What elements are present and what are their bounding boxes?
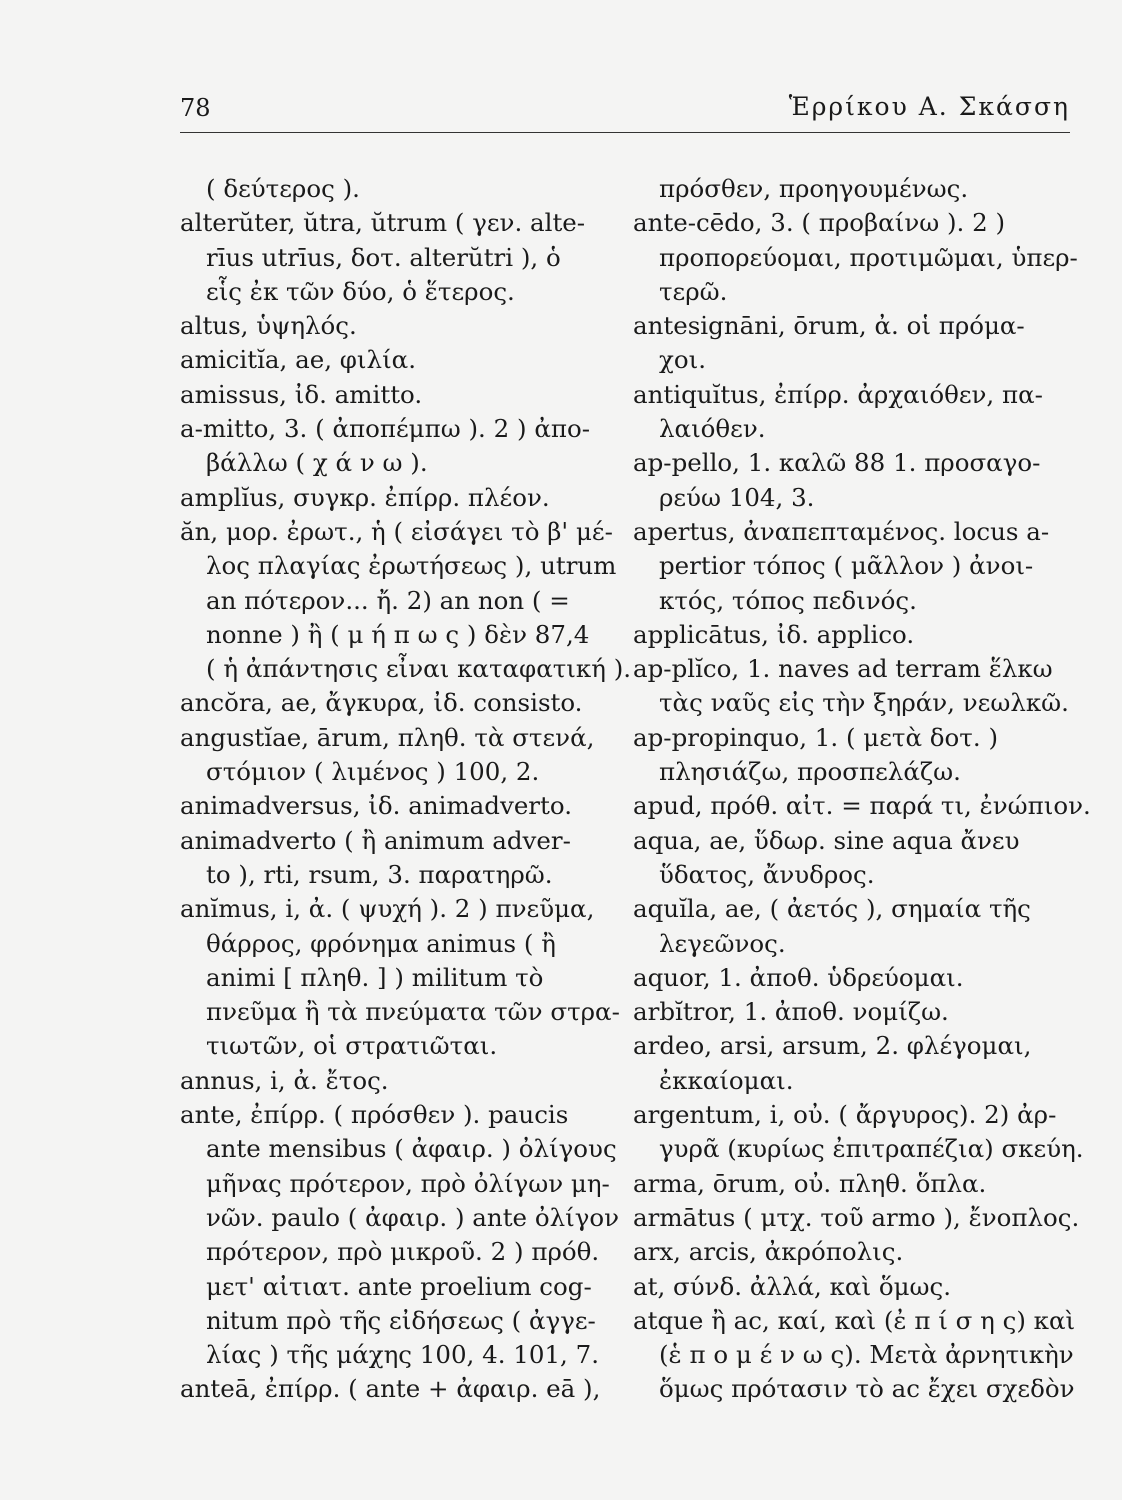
dictionary-line: amicitĭa, ae, φιλία. <box>180 345 417 375</box>
dictionary-line: πρότερον, πρὸ μικροῦ. 2 ) πρόθ. <box>206 1237 600 1267</box>
dictionary-line: antesignāni, ōrum, ἀ. οἱ πρόμα- <box>633 311 1025 341</box>
dictionary-line: aquĭla, ae, ( ἀετός ), σημαία τῆς <box>633 894 1031 924</box>
dictionary-line: arbĭtror, 1. ἀποθ. νομίζω. <box>633 997 949 1027</box>
dictionary-line: ( δεύτερος ). <box>206 174 360 203</box>
dictionary-line: εἷς ἐκ τῶν δύο, ὁ ἕτερος. <box>206 276 515 306</box>
dictionary-line: apud, πρόθ. αἰτ. = παρά τι, ἐνώπιον. <box>633 791 1091 821</box>
dictionary-line: animi [ πληθ. ] ) militum τὸ <box>206 962 544 992</box>
dictionary-line: νῶν. paulo ( ἀφαιρ. ) ante ὀλίγον <box>206 1202 619 1232</box>
dictionary-line: κτός, τόπος πεδινός. <box>659 585 917 615</box>
dictionary-line: λίας ) τῆς μάχης 100, 4. 101, 7. <box>206 1340 599 1370</box>
dictionary-line: ap-plĭco, 1. naves ad terram ἕλκω <box>633 654 1053 684</box>
dictionary-line: rīus utrīus, δοτ. alterŭtri ), ὁ <box>206 242 561 272</box>
dictionary-line: arx, arcis, ἀκρόπολις. <box>633 1237 904 1267</box>
dictionary-line: λος πλαγίας ἐρωτήσεως ), utrum <box>206 551 617 581</box>
dictionary-line: βάλλω ( χ ά ν ω ). <box>206 448 428 478</box>
dictionary-line: armātus ( μτχ. τοῦ armo ), ἔνοπλος. <box>633 1202 1080 1232</box>
dictionary-line: animadversus, ἰδ. animadverto. <box>180 791 572 821</box>
dictionary-line: nitum πρὸ τῆς εἰδήσεως ( ἀγγε- <box>206 1305 596 1335</box>
page-header <box>180 92 1070 133</box>
dictionary-line: amissus, ἰδ. amitto. <box>180 379 423 409</box>
dictionary-line: ancŏra, ae, ἄγκυρα, ἰδ. consisto. <box>180 688 583 718</box>
dictionary-line: ante-cēdo, 3. ( προβαίνω ). 2 ) <box>633 208 1006 238</box>
dictionary-line: θάρρος, φρόνημα animus ( ἢ <box>206 928 556 958</box>
dictionary-line: ὕδατος, ἄνυδρος. <box>659 859 875 889</box>
dictionary-line: πνεῦμα ἢ τὰ πνεύματα τῶν στρα- <box>206 997 620 1027</box>
dictionary-line: applicātus, ἰδ. applico. <box>633 619 915 649</box>
dictionary-line: altus, ὑψηλός. <box>180 311 357 341</box>
dictionary-line: aqua, ae, ὕδωρ. sine aqua ἄνευ <box>633 825 1020 855</box>
dictionary-line: ἐκκαίομαι. <box>659 1065 794 1095</box>
dictionary-line: annus, i, ἀ. ἔτος. <box>180 1065 389 1095</box>
dictionary-line: ρεύω 104, 3. <box>659 482 815 512</box>
dictionary-line: angustĭae, ārum, πληθ. τὰ στενά, <box>180 722 595 752</box>
dictionary-line: antiquĭtus, ἐπίρρ. ἀρχαιόθεν, πα- <box>633 379 1043 409</box>
dictionary-line: argentum, i, οὐ. ( ἄργυρος). 2) ἀρ- <box>633 1100 1057 1130</box>
left-column <box>180 172 632 1407</box>
dictionary-line: ante mensibus ( ἀφαιρ. ) ὀλίγους <box>206 1134 617 1164</box>
right-column <box>633 172 1091 1407</box>
dictionary-line: ardeo, arsi, arsum, 2. φλέγομαι, <box>633 1031 1032 1061</box>
dictionary-line: ap-propinquo, 1. ( μετὰ δοτ. ) <box>633 722 998 752</box>
dictionary-line: atque ἢ ac, καί, καὶ (ἐ π ί σ η ς) καὶ <box>633 1305 1076 1335</box>
dictionary-line: anĭmus, i, ἀ. ( ψυχή ). 2 ) πνεῦμα, <box>180 894 595 924</box>
dictionary-line: ( ἡ ἀπάντησις εἶναι καταφατική ). <box>206 654 632 684</box>
dictionary-line: πρόσθεν, προηγουμένως. <box>659 174 969 203</box>
dictionary-line: an πότερον... ἤ. 2) an non ( = <box>206 585 570 615</box>
page-number: 78 <box>180 94 211 122</box>
dictionary-line: (ἑ π ο μ έ ν ω ς). Μετὰ ἀρνητικὴν <box>659 1340 1074 1370</box>
dictionary-line: γυρᾶ (κυρίως ἐπιτραπέζια) σκεύη. <box>659 1134 1084 1164</box>
dictionary-line: anteā, ἐπίρρ. ( ante + ἀφαιρ. eā ), <box>180 1374 601 1404</box>
dictionary-line: a-mitto, 3. ( ἀποπέμπω ). 2 ) ἀπο- <box>180 414 590 444</box>
dictionary-line: arma, ōrum, οὐ. πληθ. ὅπλα. <box>633 1168 987 1198</box>
dictionary-line: animadverto ( ἢ animum adver- <box>180 825 571 855</box>
dictionary-line: πλησιάζω, προσπελάζω. <box>659 757 961 787</box>
dictionary-line: aquor, 1. ἀποθ. ὑδρεύομαι. <box>633 962 964 992</box>
dictionary-line: at, σύνδ. ἀλλά, καὶ ὅμως. <box>633 1271 951 1301</box>
dictionary-line: nonne ) ἢ ( μ ή π ω ς ) δὲν 87,4 <box>206 619 590 649</box>
dictionary-line: προπορεύομαι, προτιμῶμαι, ὑπερ- <box>659 242 1078 272</box>
dictionary-line: χοι. <box>659 345 706 375</box>
dictionary-line: ăn, μορ. ἐρωτ., ἡ ( εἰσάγει τὸ β' μέ- <box>180 516 613 546</box>
running-head: Ἑρρίκου Α. Σκάσση <box>788 92 1070 121</box>
dictionary-line: τερῶ. <box>659 276 728 306</box>
dictionary-line: στόμιον ( λιμένος ) 100, 2. <box>206 757 540 787</box>
dictionary-line: pertior τόπος ( μᾶλλον ) ἀνοι- <box>659 551 1034 581</box>
dictionary-line: λεγεῶνος. <box>659 928 786 958</box>
dictionary-line: ap-pello, 1. καλῶ 88 1. προσαγο- <box>633 448 1041 478</box>
dictionary-line: to ), rti, rsum, 3. παρατηρῶ. <box>206 859 553 889</box>
dictionary-line: τὰς ναῦς εἰς τὴν ξηράν, νεωλκῶ. <box>659 688 1069 718</box>
dictionary-line: τιωτῶν, οἱ στρατιῶται. <box>206 1031 498 1061</box>
dictionary-line: apertus, ἀναπεπταμένος. locus a- <box>633 516 1050 546</box>
dictionary-line: μετ' αἰτιατ. ante proelium cog- <box>206 1271 592 1301</box>
dictionary-line: ante, ἐπίρρ. ( πρόσθεν ). paucis <box>180 1100 569 1130</box>
dictionary-line: alterŭter, ŭtra, ŭtrum ( γεν. alte- <box>180 208 586 238</box>
dictionary-line: amplĭus, συγκρ. ἐπίρρ. πλέον. <box>180 482 550 512</box>
dictionary-line: μῆνας πρότερον, πρὸ ὀλίγων μη- <box>206 1168 610 1198</box>
dictionary-line: ὅμως πρότασιν τὸ ac ἔχει σχεδὸν <box>659 1374 1075 1404</box>
dictionary-line: λαιόθεν. <box>659 414 766 444</box>
